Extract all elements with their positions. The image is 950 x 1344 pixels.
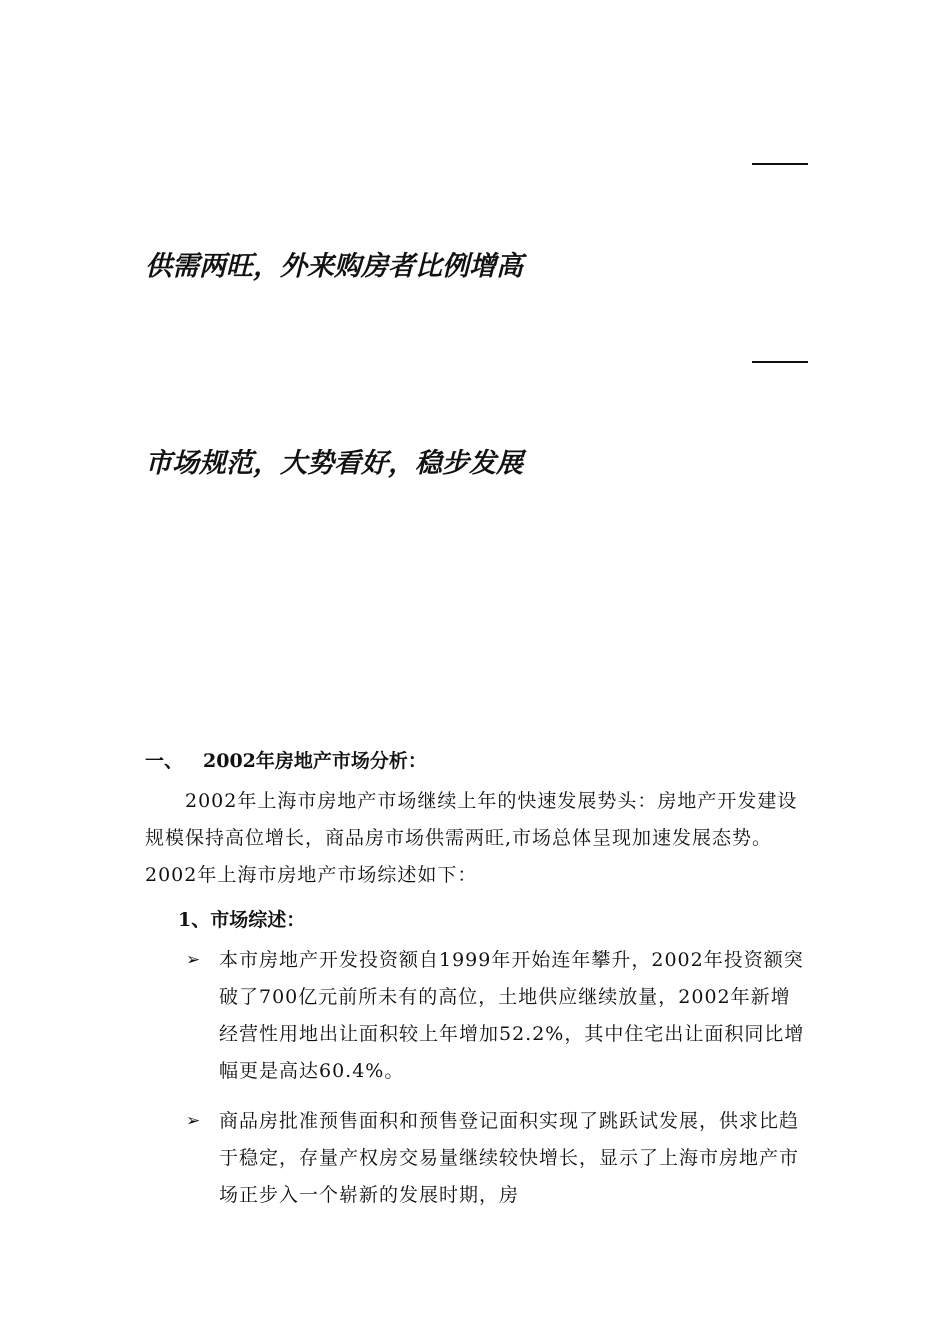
arrow-bullet-icon: ➢ xyxy=(186,1111,202,1131)
intro-paragraph: 2002年上海市房地产市场继续上年的快速发展势头：房地产开发建设规模保持高位增长，商品房市场供需两旺,市场总体呈现加速发展态势。2002年上海市房地产市场综述如下： xyxy=(145,790,798,886)
bullet-text: 商品房批准预售面积和预售登记面积实现了跳跃试发展，供求比趋于稳定，存量产权房交易量继续较快增长，显示了上海市房地产市场正步入一个崭新的发展时期，房 xyxy=(219,1110,800,1206)
subsection-heading: 1、市场综述： xyxy=(178,909,306,931)
bullet-item-presale xyxy=(186,1103,810,1214)
section-number: 一、 xyxy=(145,750,184,772)
subtitle-market-outlook: 市场规范，大势看好，稳步发展 xyxy=(145,448,523,479)
dash-rule-1 xyxy=(752,163,808,165)
section-heading xyxy=(145,747,427,775)
dash-rule-2 xyxy=(752,361,808,363)
bullet-text: 本市房地产开发投资额自1999年开始连年攀升，2002年投资额突破了700亿元前所未有的高位，土地供应继续放量，2002年新增经营性用地出让面积较上年增加52.2%，其中住宅出让面积同比增幅更是高达60.4%。 xyxy=(219,949,805,1082)
section-title: 2002年房地产市场分析： xyxy=(203,750,427,772)
bullet-item-investment xyxy=(186,942,810,1090)
arrow-bullet-icon: ➢ xyxy=(186,950,202,970)
subtitle-supply-demand: 供需两旺，外来购房者比例增高 xyxy=(145,251,523,282)
